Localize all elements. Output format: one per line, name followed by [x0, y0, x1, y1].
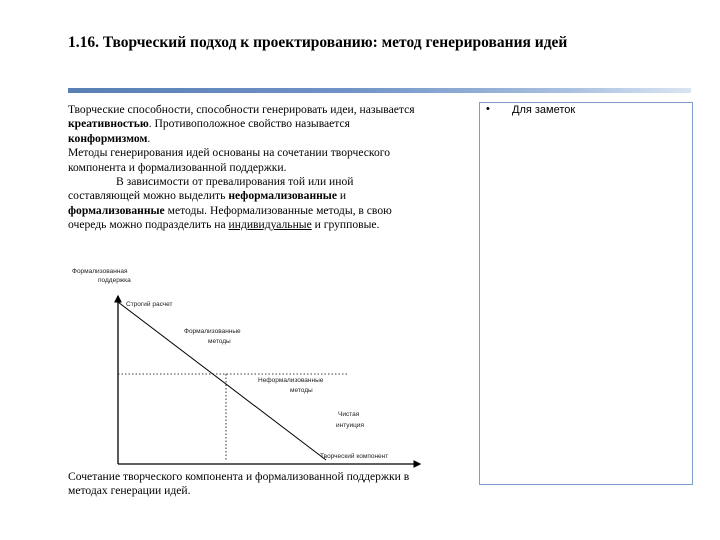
y-axis-label-line1: Формализованная [72, 268, 128, 275]
x-axis-label: Творческий компонент [320, 453, 389, 460]
title-divider [68, 88, 691, 93]
informal-methods-label-1: Неформализованные [258, 377, 324, 384]
body-text [68, 103, 420, 233]
y-axis-label-line2: поддержка [98, 277, 131, 284]
diagram-caption: Сочетание творческого компонента и формализованной поддержки в методах генерации идей. [68, 470, 410, 498]
paragraph-classification: В зависимости от превалирования той или иной составляющей можно выделить неформализованные и формализованные методы. Неформализованные методы, в свою очередь можно подразделить на индивидуальные и групповые. [68, 175, 392, 232]
slide-title: 1.16. Творческий подход к проектированию: метод генерирования идей [68, 34, 568, 51]
notes-bullet: • [486, 103, 490, 115]
term-informal: неформализованные [228, 189, 338, 203]
paragraph-methods: Методы генерирования идей основаны на сочетании творческого компонента и формализованной поддержки. [68, 146, 391, 174]
informal-methods-label-2: методы [290, 387, 313, 394]
intuition-label-2: интуиция [336, 422, 365, 429]
term-creativity: креативностью [68, 117, 149, 131]
term-conformism: конформизмом [68, 131, 148, 145]
formal-methods-label-2: методы [208, 338, 231, 345]
methods-diagram [68, 264, 428, 470]
formal-methods-label-1: Формализованные [184, 328, 241, 335]
term-individual: индивидуальные [228, 218, 312, 232]
notes-label: Для заметок [512, 104, 576, 116]
term-formal: формализованные [68, 203, 165, 217]
notes-box[interactable] [479, 102, 693, 485]
paragraph-creativity: Творческие способности, способности генерировать идеи, называется креативностью. Противоположное свойство называется конформизмом. [68, 103, 415, 145]
strict-calc-label: Строгий расчет [126, 301, 173, 308]
intuition-label-1: Чистая [338, 411, 360, 418]
